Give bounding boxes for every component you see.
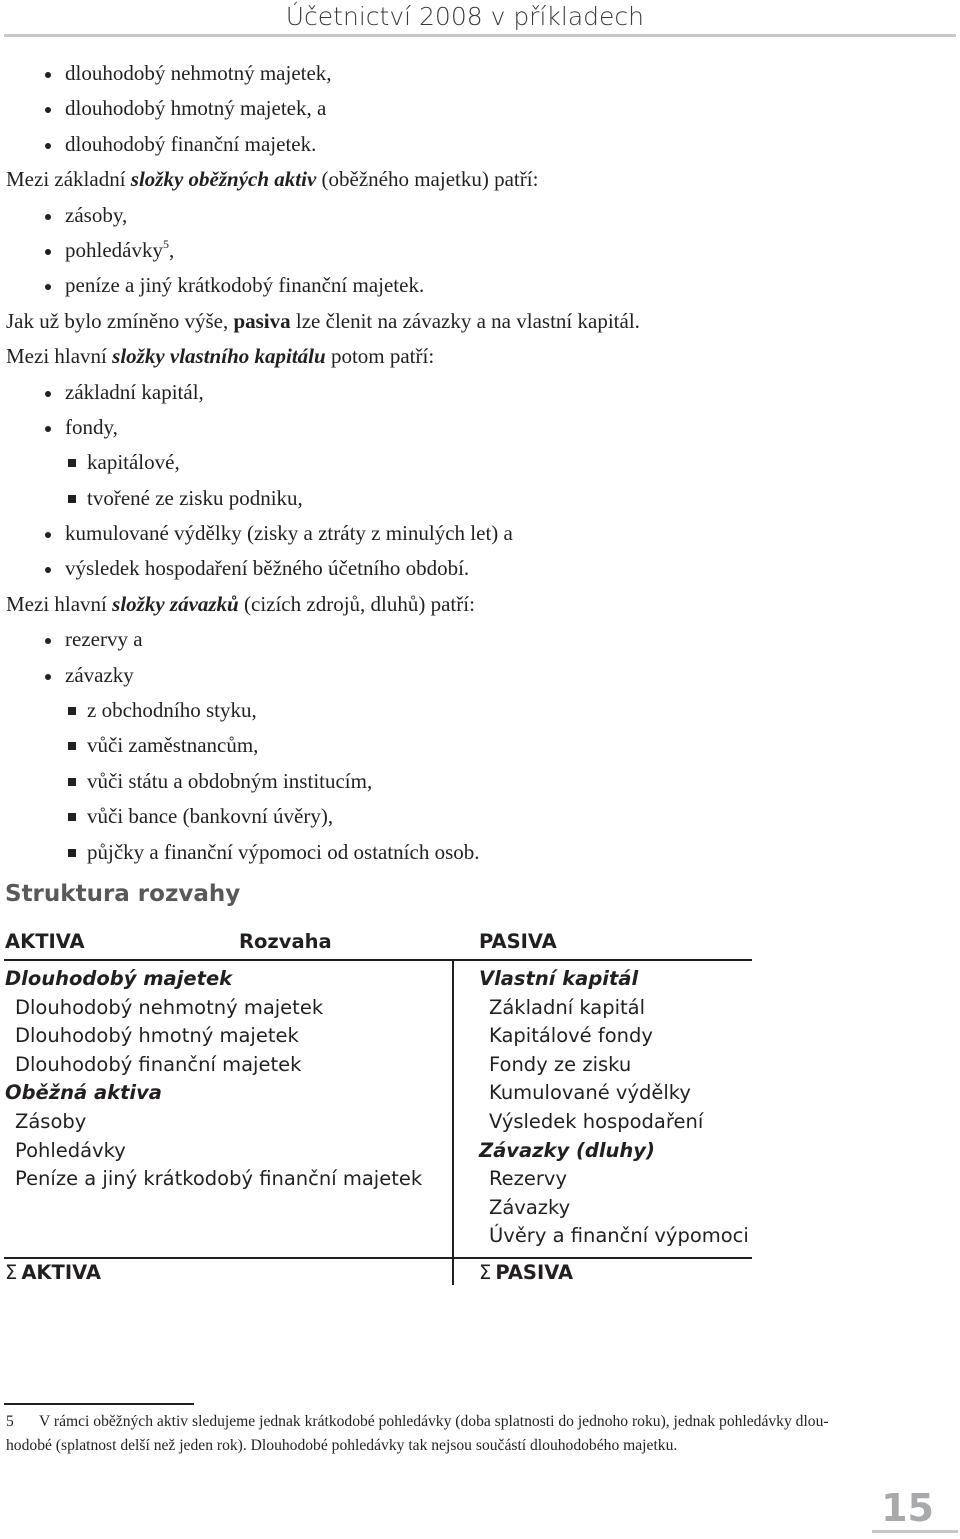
text-run: , — [168, 237, 175, 262]
balance-sheet-title: Rozvaha — [239, 930, 332, 953]
balance-sheet-category: Vlastní kapitál — [479, 967, 639, 990]
liabilities-total — [479, 1261, 573, 1284]
text-run: peníze a jiný krátkodobý finanční majetek. — [65, 273, 425, 298]
sub-bullet-item — [6, 481, 946, 516]
body-text — [6, 56, 946, 870]
bullet-item — [6, 622, 946, 657]
balance-sheet-assets-column — [5, 965, 422, 1194]
bullet-item — [6, 56, 946, 91]
text-run: kapitálové, — [87, 450, 180, 475]
balance-sheet-item: Úvěry a finanční výpomoci — [489, 1224, 749, 1248]
text-run: potom patří: — [325, 344, 435, 369]
text-run: Mezi hlavní — [6, 591, 113, 616]
text-run: závazky — [65, 662, 134, 687]
assets-total-label: AKTIVA — [21, 1261, 101, 1284]
text-run: dlouhodobý nehmotný majetek, — [65, 61, 332, 85]
footnote-number: 5 — [6, 1413, 14, 1430]
text-run: výsledek hospodaření běžného účetního období. — [65, 556, 470, 581]
footnote-text: hodobé (splatnost delší než jeden rok). Dlouhodobé pohledávky tak nejsou součástí dlouhodobého majetku. — [6, 1437, 678, 1454]
balance-sheet-item: Základní kapitál — [489, 995, 646, 1019]
text-run: Mezi základní — [6, 167, 131, 192]
bullet-item — [6, 375, 946, 410]
text-run: vůči státu a obdobným institucím, — [87, 768, 373, 793]
balance-sheet-item: Fondy ze zisku — [489, 1052, 632, 1076]
paragraph — [6, 587, 946, 622]
paragraph — [6, 304, 946, 339]
bullet-item — [6, 658, 946, 693]
footnote-reference: 5 — [162, 236, 169, 251]
balance-sheet-item: Dlouhodobý finanční majetek — [15, 1052, 302, 1076]
paragraph — [6, 162, 946, 197]
balance-sheet-item: Dlouhodobý nehmotný majetek — [15, 995, 324, 1019]
balance-sheet-category: Závazky (dluhy) — [479, 1138, 655, 1162]
text-run: vůči zaměstnancům, — [87, 733, 259, 758]
bullet-item — [6, 233, 946, 268]
text-run: půjčky a finanční výpomoci od ostatních osob. — [87, 839, 480, 864]
text-run: Jak už bylo zmíněno výše, — [6, 308, 234, 333]
balance-sheet-assets-header: AKTIVA — [5, 930, 85, 953]
balance-sheet-item: Závazky — [489, 1195, 571, 1219]
running-header-title: Účetnictví 2008 v příkladech — [285, 2, 644, 31]
text-run: dlouhodobý finanční majetek. — [65, 131, 317, 156]
emphasis-text: složky závazků — [112, 591, 239, 616]
balance-sheet-item: Rezervy — [489, 1167, 567, 1191]
footnote — [6, 1410, 954, 1458]
text-run: pohledávky — [65, 237, 163, 262]
footnote-rule — [4, 1403, 194, 1405]
sub-bullet-item — [6, 445, 946, 480]
balance-sheet-item: Peníze a jiný krátkodobý finanční majetek — [15, 1167, 423, 1191]
header-rule — [4, 34, 956, 37]
text-run: základní kapitál, — [65, 379, 204, 404]
footnote-line — [6, 1410, 954, 1434]
paragraph — [6, 339, 946, 374]
balance-sheet-item: Zásoby — [15, 1109, 87, 1133]
bullet-item — [6, 551, 946, 586]
sigma-symbol: Σ — [5, 1261, 18, 1284]
liabilities-total-label: PASIVA — [495, 1261, 574, 1284]
text-run: (cizích zdrojů, dluhů) patří: — [238, 591, 475, 616]
page-number: 15 — [881, 1486, 934, 1530]
balance-sheet-liabilities-header: PASIVA — [479, 930, 557, 953]
text-run: (oběžného majetku) patří: — [316, 167, 539, 192]
text-run: kumulované výdělky (zisky a ztráty z minulých let) a — [65, 521, 513, 546]
footnote-line — [6, 1434, 954, 1458]
emphasis-text: složky vlastního kapitálu — [112, 344, 326, 369]
text-run: rezervy a — [65, 627, 143, 652]
sigma-symbol: Σ — [479, 1261, 492, 1284]
balance-sheet-center-rule — [452, 960, 454, 1285]
text-run: Mezi hlavní — [6, 344, 113, 369]
balance-sheet-item: Kumulované výdělky — [489, 1081, 691, 1105]
text-run: lze členit na závazky a na vlastní kapitál. — [290, 308, 640, 333]
sub-bullet-item — [6, 835, 946, 870]
page-number-rule — [872, 1530, 958, 1533]
footnote-text: V rámci oběžných aktiv sledujeme jednak krátkodobé pohledávky (doba splatnosti do jednoho roku), jednak pohledávky dlou- — [39, 1413, 829, 1430]
balance-sheet-liabilities-column — [479, 965, 749, 1251]
balance-sheet-sum-rule — [4, 1257, 752, 1259]
balance-sheet-item: Dlouhodobý hmotný majetek — [15, 1024, 299, 1048]
text-run: dlouhodobý hmotný majetek, a — [65, 96, 327, 121]
emphasis-text: pasiva — [233, 308, 291, 333]
text-run: tvořené ze zisku podniku, — [87, 485, 303, 510]
balance-sheet-category: Oběžná aktiva — [5, 1081, 162, 1105]
bullet-item — [6, 516, 946, 551]
text-run: z obchodního styku, — [87, 698, 257, 723]
sub-bullet-item — [6, 728, 946, 763]
bullet-item — [6, 410, 946, 445]
assets-total — [5, 1261, 101, 1284]
bullet-item — [6, 268, 946, 303]
bullet-item — [6, 91, 946, 126]
balance-sheet-category: Dlouhodobý majetek — [5, 967, 233, 990]
text-run: zásoby, — [65, 202, 128, 227]
sub-bullet-item — [6, 799, 946, 834]
bullet-item — [6, 127, 946, 162]
balance-sheet-top-rule — [4, 959, 752, 961]
balance-sheet-item: Kapitálové fondy — [489, 1024, 653, 1048]
balance-sheet-item: Výsledek hospodaření — [489, 1109, 704, 1133]
sub-bullet-item — [6, 764, 946, 799]
text-run: vůči bance (bankovní úvěry), — [87, 804, 334, 829]
section-heading: Struktura rozvahy — [5, 881, 241, 907]
balance-sheet-item: Pohledávky — [15, 1138, 126, 1162]
text-run: fondy, — [65, 414, 118, 439]
bullet-item — [6, 198, 946, 233]
emphasis-text: složky oběžných aktiv — [130, 167, 317, 192]
sub-bullet-item — [6, 693, 946, 728]
